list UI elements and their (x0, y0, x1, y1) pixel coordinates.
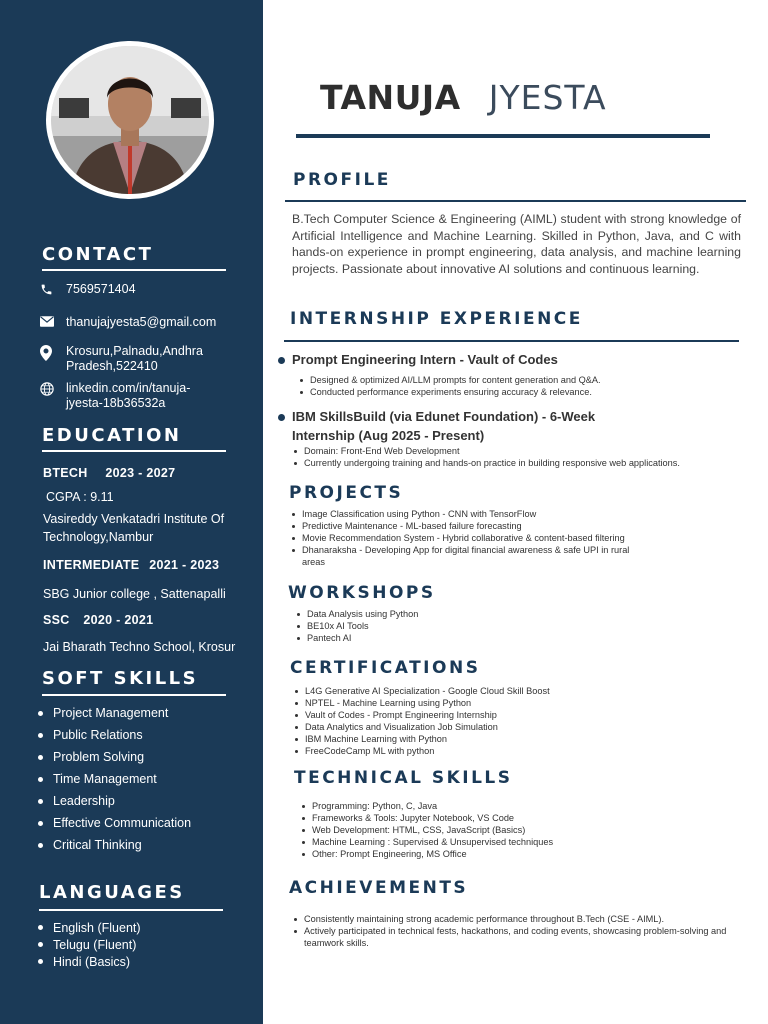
list-item: Public Relations (38, 724, 191, 746)
cgpa: CGPA : 9.11 (46, 490, 114, 504)
internship-divider (284, 340, 739, 342)
list-item: NPTEL - Machine Learning using Python (295, 697, 615, 709)
workshops-list (297, 608, 597, 644)
contact-heading: CONTACT (42, 244, 154, 265)
job-title: IBM SkillsBuild (via Edunet Foundation) - 6-Week Internship (Aug 2025 - Present) (278, 407, 628, 445)
ssc-years: 2020 - 2021 (83, 613, 154, 627)
intermediate-school: SBG Junior college , Sattenapalli (43, 587, 226, 601)
soft-skills-divider (42, 694, 226, 696)
list-item: Data Analysis using Python (297, 608, 597, 620)
list-item: Web Development: HTML, CSS, JavaScript (Basics) (302, 824, 622, 836)
btech-row (43, 464, 175, 482)
profile-photo-frame (46, 41, 214, 199)
languages-list (38, 919, 141, 970)
contact-address (40, 344, 231, 374)
list-item: Frameworks & Tools: Jupyter Notebook, VS Code (302, 812, 622, 824)
list-item: English (Fluent) (38, 919, 141, 936)
list-item: Machine Learning : Supervised & Unsupervised techniques (302, 836, 622, 848)
intermediate-years: 2021 - 2023 (149, 558, 220, 572)
address-text: Krosuru,Palnadu,Andhra Pradesh,522410 (66, 344, 203, 373)
contact-divider (42, 269, 226, 271)
ssc-row (43, 611, 153, 629)
languages-heading: LANGUAGES (39, 882, 185, 903)
list-item: Designed & optimized AI/LLM prompts for content generation and Q&A. (300, 374, 700, 386)
btech-label: BTECH (43, 466, 88, 480)
list-item: Vault of Codes - Prompt Engineering Internship (295, 709, 615, 721)
profile-divider (285, 200, 746, 202)
certifications-list (295, 685, 615, 757)
list-item: Data Analytics and Visualization Job Simulation (295, 721, 615, 733)
list-item: Effective Communication (38, 812, 191, 834)
list-item: Other: Prompt Engineering, MS Office (302, 848, 622, 860)
email-address[interactable]: thanujajyesta5@gmail.com (66, 315, 217, 329)
ssc-school: Jai Bharath Techno School, Krosur (43, 640, 236, 654)
list-item: Image Classification using Python - CNN with TensorFlow (292, 508, 642, 520)
list-item: Currently undergoing training and hands-on practice in building responsive web applications. (294, 457, 714, 469)
list-item: L4G Generative AI Specialization - Google Cloud Skill Boost (295, 685, 615, 697)
contact-email (40, 315, 231, 330)
list-item: Telugu (Fluent) (38, 936, 141, 953)
projects-heading: PROJECTS (289, 483, 404, 503)
profile-photo (51, 46, 209, 194)
workshops-heading: WORKSHOPS (288, 583, 436, 603)
list-item: Domain: Front-End Web Development (294, 445, 714, 457)
list-item: Pantech AI (297, 632, 597, 644)
phone-icon (40, 282, 66, 296)
location-icon (40, 344, 66, 361)
profile-heading: PROFILE (293, 170, 391, 190)
intermediate-row (43, 556, 219, 574)
list-item: FreeCodeCamp ML with python (295, 745, 615, 757)
languages-divider (39, 909, 223, 911)
education-divider (42, 450, 226, 452)
name-divider (296, 134, 710, 138)
candidate-name (320, 78, 607, 117)
list-item: Leadership (38, 790, 191, 812)
soft-skills-heading: SOFT SKILLS (42, 668, 199, 689)
profile-summary: B.Tech Computer Science & Engineering (AIML) student with strong knowledge of Artificial Intelligence and Machine Learning. Skilled in Python, Java, and C with hands-on experience in prompt engineering, data analysis, and machine learning projects. Passionate about innovative AI solutions and continuous learning. (292, 212, 741, 276)
email-icon (40, 315, 66, 327)
globe-icon (40, 381, 66, 396)
list-item: Actively participated in technical fests, hackathons, and coding events, showcasing problem-solving and teamwork skills. (294, 925, 744, 949)
soft-skills-list (38, 702, 191, 856)
list-item: Programming: Python, C, Java (302, 800, 622, 812)
list-item: Conducted performance experiments ensuring accuracy & relevance. (300, 386, 700, 398)
ssc-label: SSC (43, 613, 70, 627)
certifications-heading: CERTIFICATIONS (290, 658, 481, 678)
job-title: Prompt Engineering Intern - Vault of Codes (278, 350, 608, 369)
technical-skills-list (302, 800, 622, 860)
job-points (294, 445, 714, 469)
last-name: JYESTA (488, 78, 607, 117)
list-item: Problem Solving (38, 746, 191, 768)
first-name: TANUJA (320, 78, 461, 117)
btech-school: Vasireddy Venkatadri Institute Of Technology,Nambur (43, 512, 225, 544)
list-item: Time Management (38, 768, 191, 790)
projects-list (292, 508, 642, 568)
achievements-list (294, 913, 744, 949)
education-heading: EDUCATION (42, 425, 182, 446)
list-item: Consistently maintaining strong academic performance throughout B.Tech (CSE - AIML). (294, 913, 744, 925)
list-item: IBM Machine Learning with Python (295, 733, 615, 745)
list-item: BE10x AI Tools (297, 620, 597, 632)
list-item: Movie Recommendation System - Hybrid collaborative & content-based filtering (292, 532, 642, 544)
internship-heading: INTERNSHIP EXPERIENCE (290, 309, 583, 329)
phone-number[interactable]: 7569571404 (66, 282, 136, 296)
intermediate-label: INTERMEDIATE (43, 558, 140, 572)
list-item: Project Management (38, 702, 191, 724)
sidebar (0, 0, 263, 1024)
achievements-heading: ACHIEVEMENTS (289, 878, 469, 898)
job-points (300, 374, 700, 398)
btech-years: 2023 - 2027 (105, 466, 176, 480)
technical-skills-heading: TECHNICAL SKILLS (294, 768, 513, 788)
list-item: Hindi (Basics) (38, 953, 141, 970)
list-item: Critical Thinking (38, 834, 191, 856)
list-item: Dhanaraksha - Developing App for digital financial awareness & safe UPI in rural areas (292, 544, 642, 568)
contact-linkedin (40, 381, 216, 411)
linkedin-link[interactable]: linkedin.com/in/tanuja-jyesta-18b36532a (66, 381, 191, 410)
list-item: Predictive Maintenance - ML-based failure forecasting (292, 520, 642, 532)
contact-phone (40, 282, 231, 297)
